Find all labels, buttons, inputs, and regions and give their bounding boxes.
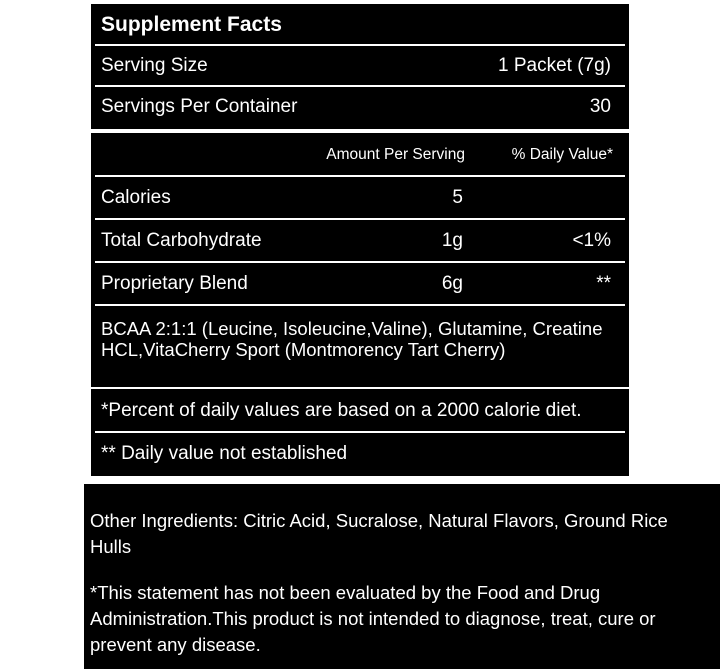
title-row (95, 6, 625, 46)
nutrient-panel (91, 133, 629, 387)
daily-value-header: % Daily Value* (511, 146, 613, 163)
serving-size-row (95, 46, 625, 87)
fda-disclaimer: *This statement has not been evaluated by the Food and Drug Administration.This product is not intended to diagnose, treat, cure or prevent any disease. (90, 582, 656, 655)
blend-ingredients: BCAA 2:1:1 (Leucine, Isoleucine,Valine), Glutamine, Creatine HCL,VitaCherry Sport (Montmorency Tart Cherry) (101, 318, 603, 360)
facts-title: Supplement Facts (101, 13, 282, 36)
serving-size-value: 1 Packet (7g) (498, 54, 611, 76)
nutrient-row (95, 220, 625, 263)
nutrient-amount: 6g (441, 272, 463, 294)
nutrient-label: Total Carbohydrate (101, 229, 262, 251)
nutrient-label: Proprietary Blend (101, 272, 248, 294)
nutrient-label: Calories (101, 186, 171, 208)
footnotes-panel (91, 389, 629, 476)
other-ingredients-panel (84, 484, 720, 669)
nutrient-dv: <1% (572, 229, 611, 251)
nutrient-amount: 1g (441, 229, 463, 251)
servings-value: 30 (589, 96, 611, 117)
nutrient-row (95, 177, 625, 220)
nutrient-amount: 5 (452, 186, 463, 208)
servings-per-container-row (95, 87, 625, 127)
nutrient-row (95, 263, 625, 306)
servings-label: Servings Per Container (101, 96, 298, 117)
amount-per-serving-header: Amount Per Serving (326, 146, 465, 163)
footnote-row (95, 391, 625, 433)
nutrient-dv: ** (596, 272, 611, 294)
supplement-facts-header-panel (91, 4, 629, 129)
daily-value-not-established: ** Daily value not established (101, 442, 348, 464)
serving-size-label: Serving Size (101, 54, 208, 76)
footnote-row (95, 433, 625, 474)
other-ingredients-text: Other Ingredients: Citric Acid, Sucralose, Natural Flavors, Ground Rice Hulls (90, 510, 668, 557)
column-header-row (95, 135, 625, 177)
percent-daily-footnote: *Percent of daily values are based on a 2000 calorie diet. (101, 400, 582, 421)
